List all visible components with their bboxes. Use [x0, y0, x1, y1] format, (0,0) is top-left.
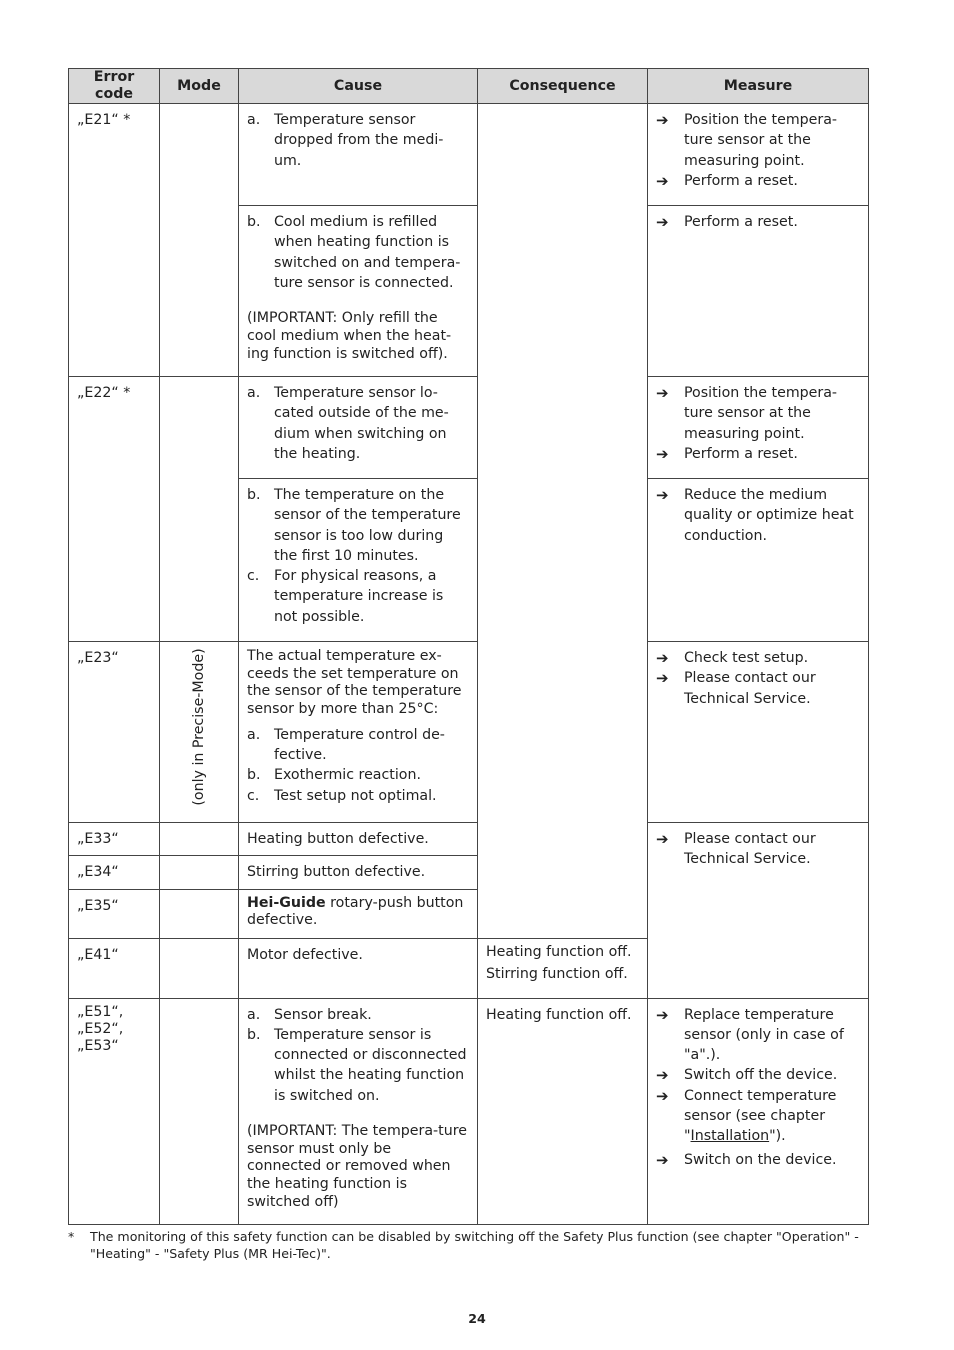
cause-cell: Hei-Guide rotary-push button defective. — [239, 889, 478, 938]
mode-cell — [160, 377, 239, 642]
list-item: a. Sensor break. — [247, 1006, 372, 1023]
list-item: ➔ Switch on the device. — [656, 1150, 837, 1169]
arrow-right-icon: ➔ — [656, 213, 669, 231]
header-error-code: Error code — [69, 69, 160, 104]
error-table — [68, 68, 869, 1225]
arrow-right-icon: ➔ — [656, 649, 669, 667]
table-row — [69, 998, 869, 1224]
footnote-text: The monitoring of this safety function can be disabled by switching off the Safety Plus function (see chapter "Operation" - "Heating" - "Safety Plus (MR Hei-Tec)". — [90, 1229, 859, 1261]
error-code-e22: „E22“ * — [69, 377, 160, 642]
cause-cell — [239, 479, 478, 642]
error-code-e41: „E41“ — [69, 938, 160, 998]
list-item: a. Temperature sensor dropped from the medi-um. — [247, 112, 444, 169]
cause-intro: The actual temperature ex-ceeds the set temperature on the sensor of the temperature sensor by more than 25°C: — [247, 648, 462, 718]
cause-cell — [239, 377, 478, 479]
mode-cell — [160, 998, 239, 1224]
error-code-e35: „E35“ — [69, 889, 160, 938]
cause-cell — [239, 642, 478, 823]
arrow-right-icon: ➔ — [656, 384, 669, 402]
list-item: ➔ Replace temperature sensor (only in case of "a".). — [656, 1005, 860, 1066]
list-item: a. Temperature control de-fective. — [247, 726, 445, 764]
arrow-right-icon: ➔ — [656, 486, 669, 504]
consequence-cell: Heating function off. Stirring function off. — [478, 938, 648, 998]
cause-cell — [239, 104, 478, 206]
list-item: b. The temperature on the sensor of the temperature sensor is too low during the first 10 minutes. — [247, 487, 461, 564]
list-item: b. Exothermic reaction. — [247, 767, 421, 784]
measure-cell — [648, 206, 869, 377]
consequence-cell: Heating function off. — [478, 998, 648, 1224]
list-item: a. Temperature sensor lo-cated outside of the me-dium when switching on the heating. — [247, 385, 449, 462]
arrow-right-icon: ➔ — [656, 444, 669, 463]
mode-cell — [160, 856, 239, 889]
mode-cell — [160, 104, 239, 377]
page-number: 24 — [468, 1311, 486, 1326]
table-row — [69, 104, 869, 206]
cause-cell: Stirring button defective. — [239, 856, 478, 889]
list-item: c. For physical reasons, a temperature increase is not possible. — [247, 568, 444, 625]
list-item: ➔ Check test setup. — [656, 649, 809, 667]
measure-cell — [648, 104, 869, 206]
list-item: c. Test setup not optimal. — [247, 787, 437, 804]
list-item: ➔ Perform a reset. — [656, 171, 798, 190]
error-code-e33: „E33“ — [69, 823, 160, 856]
list-item: ➔ Please contact our Technical Service. — [656, 668, 860, 709]
cause-cell: Heating button defective. — [239, 823, 478, 856]
footnote-marker: * — [68, 1229, 75, 1244]
mode-cell — [160, 823, 239, 856]
list-item: b. Temperature sensor is connected or disconnected whilst the heating function is switched on. — [247, 1026, 467, 1104]
arrow-right-icon: ➔ — [656, 111, 669, 129]
table-row — [69, 377, 869, 479]
list-item: ➔ Perform a reset. — [656, 213, 798, 231]
error-code-e34: „E34“ — [69, 856, 160, 889]
measure-cell — [648, 998, 869, 1224]
header-measure: Measure — [648, 69, 869, 104]
list-item: ➔ Position the tempera-ture sensor at the measuring point. — [656, 383, 860, 444]
arrow-right-icon: ➔ — [656, 1066, 669, 1085]
arrow-right-icon: ➔ — [656, 171, 669, 190]
list-item: ➔ Switch off the device. — [656, 1066, 838, 1085]
important-note: (IMPORTANT: The tempera-ture sensor must only be connected or removed when the heating function is switched off) — [247, 1123, 467, 1210]
table-header-row — [69, 69, 869, 104]
list-item: ➔ Please contact our Technical Service. — [656, 829, 860, 870]
measure-cell — [648, 479, 869, 642]
arrow-right-icon: ➔ — [656, 830, 669, 848]
cause-cell — [239, 206, 478, 377]
error-code-e21: „E21“ * — [69, 104, 160, 377]
table-row — [69, 823, 869, 856]
installation-link[interactable]: Installation — [690, 1128, 770, 1145]
arrow-right-icon: ➔ — [656, 669, 669, 688]
header-mode: Mode — [160, 69, 239, 104]
header-cause: Cause — [239, 69, 478, 104]
list-item: ➔ Position the tempera-ture sensor at the measuring point. — [656, 110, 860, 171]
mode-cell — [160, 938, 239, 998]
arrow-right-icon: ➔ — [656, 1150, 669, 1169]
list-item: ➔ Reduce the medium quality or optimize heat conduction. — [656, 485, 860, 546]
mode-cell — [160, 642, 239, 823]
arrow-right-icon: ➔ — [656, 1086, 669, 1105]
table-row — [69, 642, 869, 823]
measure-cell — [648, 377, 869, 479]
cause-cell: Motor defective. — [239, 938, 478, 998]
measure-cell — [648, 642, 869, 823]
cause-cell — [239, 998, 478, 1224]
footnote — [68, 1229, 868, 1262]
error-code-e51: „E51“, „E52“, „E53“ — [69, 998, 160, 1224]
arrow-right-icon: ➔ — [656, 1005, 669, 1024]
mode-cell — [160, 889, 239, 938]
error-code-e23: „E23“ — [69, 642, 160, 823]
list-item: ➔ Perform a reset. — [656, 444, 798, 463]
list-item: ➔ Connect temperature sensor (see chapter "Installation"). — [656, 1086, 860, 1147]
important-note: (IMPORTANT: Only refill the cool medium when the heat-ing function is switched off). — [247, 310, 452, 362]
list-item: b. Cool medium is refilled when heating function is switched on and tempera-ture sensor is connected. — [247, 214, 461, 291]
header-consequence: Consequence — [478, 69, 648, 104]
mode-label: (only in Precise-Mode) — [190, 648, 207, 806]
consequence-cell — [478, 104, 648, 939]
measure-cell — [648, 823, 869, 999]
